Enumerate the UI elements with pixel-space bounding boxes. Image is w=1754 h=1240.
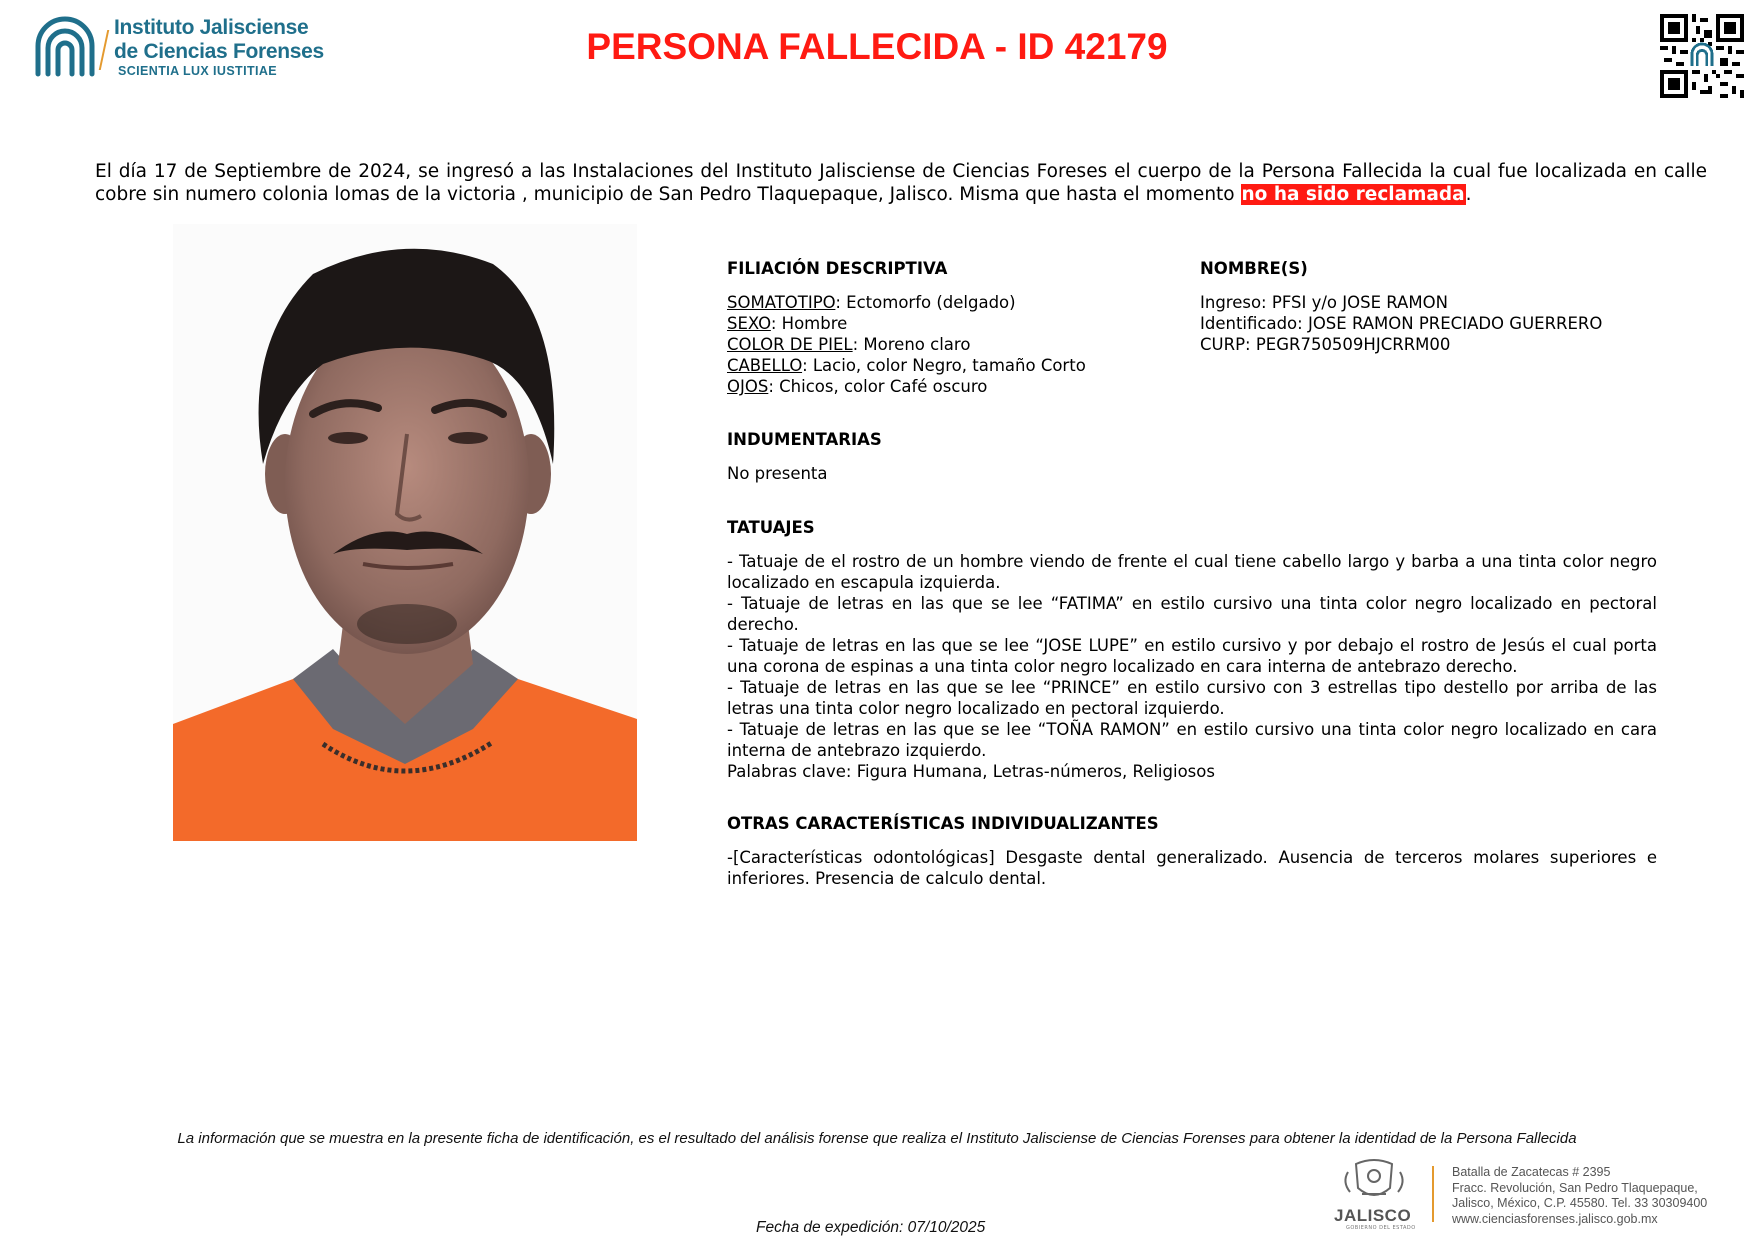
color-piel-value: : Moreno claro (852, 335, 971, 354)
cabello-value: : Lacio, color Negro, tamaño Corto (802, 356, 1086, 375)
tatuaje-item: - Tatuaje de letras en las que se lee “JOSE LUPE” en estilo cursivo y por debajo el rostro de Jesús el cual porta una corona de espinas a una tinta color negro localizado en cara interna de antebrazo derecho. (727, 636, 1657, 676)
indumentarias-heading: INDUMENTARIAS (727, 430, 882, 449)
website-link[interactable]: www.cienciasforenses.jalisco.gob.mx (1452, 1211, 1658, 1226)
sexo-label: SEXO (727, 314, 771, 333)
address-divider (1432, 1166, 1434, 1222)
jalisco-wordmark: JALISCO (1334, 1206, 1412, 1225)
otras-heading: OTRAS CARACTERÍSTICAS INDIVIDUALIZANTES (727, 814, 1159, 833)
footer-disclaimer: La información que se muestra en la presente ficha de identificación, es el resultado del análisis forense que realiza el Instituto Jalisciense de Ciencias Forenses para obtener la identidad de la Persona Fallecida (177, 1130, 1577, 1147)
cabello-label: CABELLO (727, 356, 803, 375)
filiacion-row (727, 376, 1167, 397)
page-title: PERSONA FALLECIDA - ID 42179 (586, 26, 1168, 67)
jalisco-government-logo (1326, 1158, 1422, 1232)
otras-section (727, 813, 1657, 889)
address-line: Fracc. Revolución, San Pedro Tlaquepaque, (1452, 1180, 1698, 1195)
issue-date: Fecha de expedición: 07/10/2025 (756, 1219, 986, 1236)
indumentarias-section (727, 429, 1657, 484)
qr-code-icon (1660, 14, 1744, 98)
nombres-section (1200, 258, 1700, 355)
jalisco-subtitle: GOBIERNO DEL ESTADO (1346, 1225, 1416, 1231)
filiacion-row (727, 334, 1167, 355)
tatuajes-heading: TATUAJES (727, 518, 815, 537)
institute-address (1452, 1165, 1707, 1227)
filiacion-row (727, 292, 1167, 313)
logo-title-line2: de Ciencias Forenses (114, 40, 324, 63)
intro-paragraph (95, 160, 1707, 206)
intro-end: . (1465, 184, 1472, 205)
tatuaje-item: - Tatuaje de el rostro de un hombre viendo de frente el cual tiene cabello largo y barba a una tinta color negro localizado en escapula izquierda. (727, 552, 1657, 592)
logo-motto: SCIENTIA LUX IUSTITIAE (118, 64, 278, 78)
indumentarias-text: No presenta (727, 464, 828, 483)
intro-text: El día 17 de Septiembre de 2024, se ingresó a las Instalaciones del Instituto Jalisciense de Ciencias Foreses el cuerpo de la Persona Fallecida la cual fue localizada en calle cobre sin numero colonia lomas de la victoria , municipio de San Pedro Tlaquepaque, Jalisco. Misma que hasta el momento (95, 161, 1707, 205)
filiacion-row (727, 355, 1167, 376)
filiacion-section (727, 258, 1167, 397)
curp: CURP: PEGR750509HJCRRM00 (1200, 335, 1451, 354)
logo-title-line1: Instituto Jalisciense (114, 16, 309, 39)
deceased-photo (173, 224, 637, 841)
address-line: Batalla de Zacatecas # 2395 (1452, 1165, 1611, 1179)
identificado-name: Identificado: JOSE RAMON PRECIADO GUERRERO (1200, 314, 1603, 333)
ojos-label: OJOS (727, 377, 769, 396)
tatuajes-section (727, 517, 1657, 782)
jalisco-crest-icon (1326, 1158, 1422, 1208)
ingreso-name: Ingreso: PFSI y/o JOSE RAMON (1200, 293, 1448, 312)
otras-text: -[Características odontológicas] Desgaste dental generalizado. Ausencia de terceros molares superiores e inferiores. Presencia de calculo dental. (727, 848, 1657, 888)
tatuaje-item: - Tatuaje de letras en las que se lee “TOÑA RAMON” en estilo cursivo una tinta color negro localizado en cara interna de antebrazo izquierdo. (727, 720, 1657, 760)
somatotipo-label: SOMATOTIPO (727, 293, 836, 312)
nombres-heading: NOMBRE(S) (1200, 259, 1308, 278)
ojos-value: : Chicos, color Café oscuro (768, 377, 988, 396)
filiacion-heading: FILIACIÓN DESCRIPTIVA (727, 259, 948, 278)
filiacion-row (727, 313, 1167, 334)
somatotipo-value: : Ectomorfo (delgado) (835, 293, 1016, 312)
address-line: Jalisco, México, C.P. 45580. Tel. 33 30309400 (1452, 1196, 1708, 1210)
unclaimed-highlight: no ha sido reclamada (1241, 184, 1465, 205)
color-piel-label: COLOR DE PIEL (727, 335, 853, 354)
tatuajes-keywords: Palabras clave: Figura Humana, Letras-números, Religiosos (727, 762, 1215, 781)
tatuaje-item: - Tatuaje de letras en las que se lee “PRINCE” en estilo cursivo con 3 estrellas tipo destello por arriba de las letras una tinta color negro localizado en pectoral izquierdo. (727, 678, 1657, 718)
portrait-image (173, 224, 637, 841)
sexo-value: : Hombre (770, 314, 848, 333)
tatuaje-item: - Tatuaje de letras en las que se lee “FATIMA” en estilo cursivo una tinta color negro localizado en pectoral derecho. (727, 594, 1657, 634)
